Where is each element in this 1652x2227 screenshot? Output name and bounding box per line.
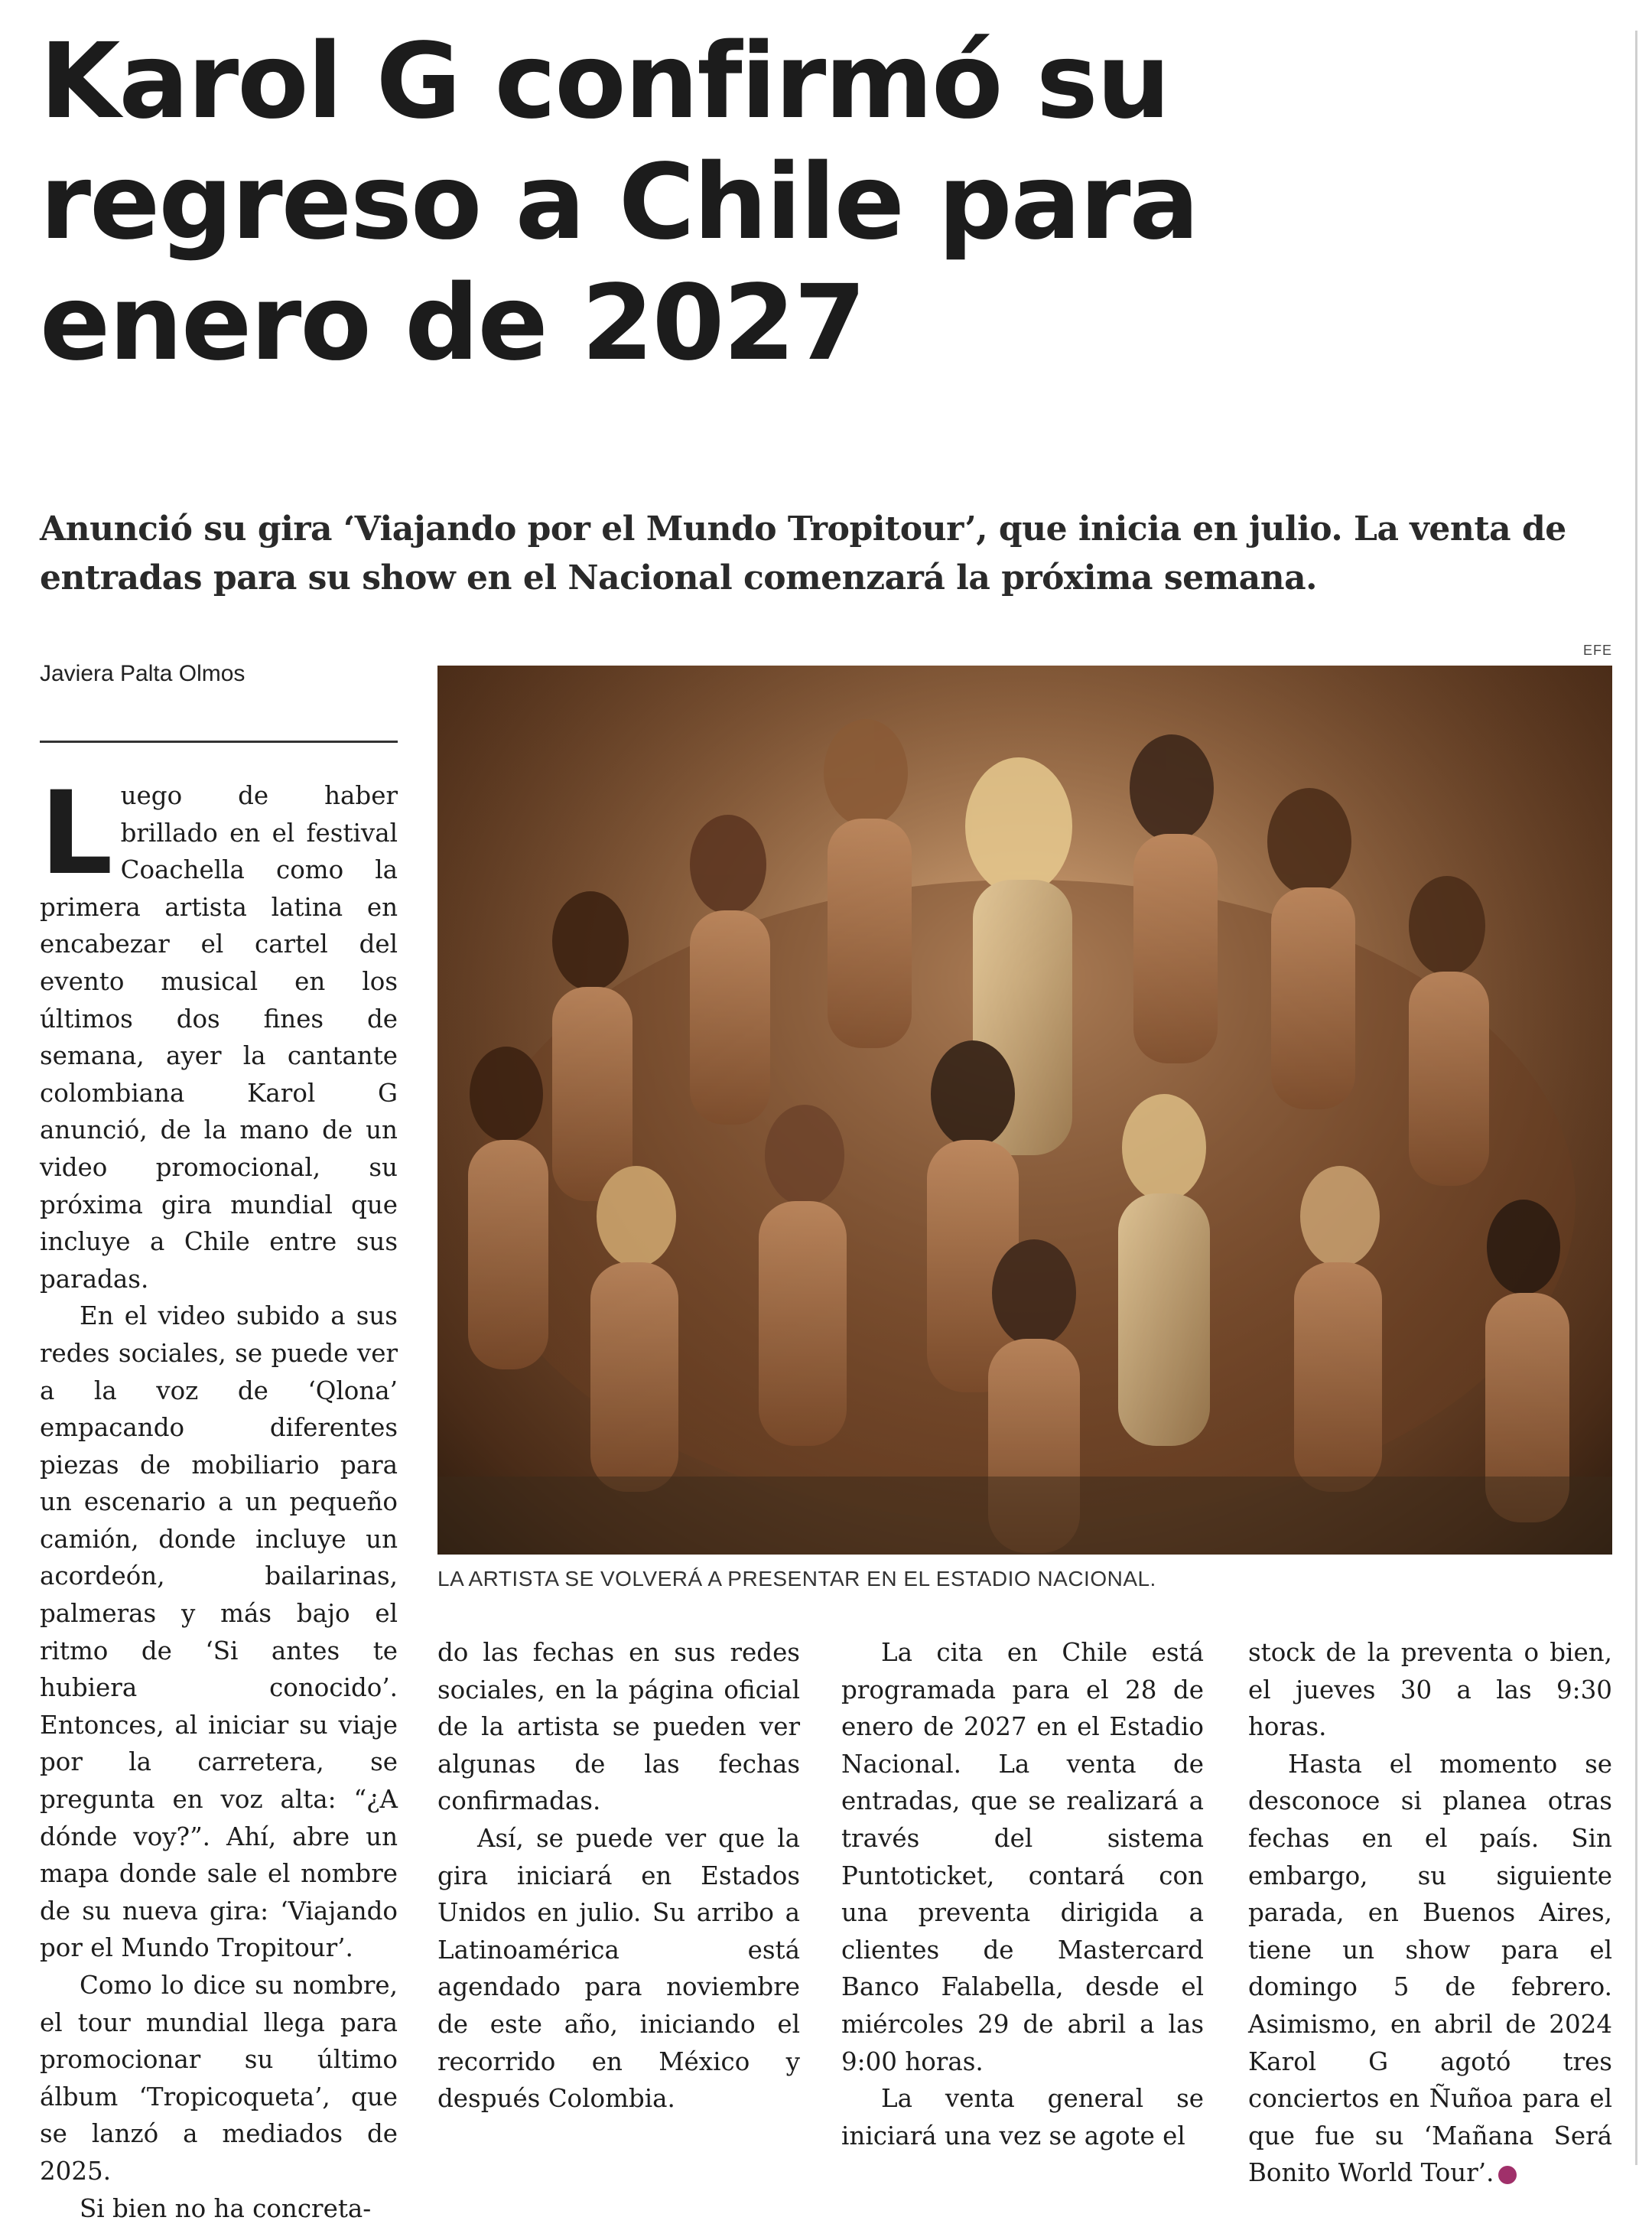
article-photo — [437, 666, 1612, 1555]
byline: Javiera Palta Olmos — [40, 661, 246, 686]
drop-cap: L — [40, 767, 113, 900]
body-paragraph: En el video subido a sus redes sociales, se puede ver a la voz de ‘Qlona’ empacando diferentes piezas de mobiliario para un escenario a un pequeño camión, donde incluye un acordeón, bailarinas, palmeras y más bajo el ritmo de ‘Si antes te hubiera conocido’. Entonces, al iniciar su viaje por la carretera, se pregunta en voz alta: “¿A dónde voy?”. Ahí, abre un mapa donde sale el nombre de su nueva gira: ‘Viajando por el Mundo Tropitour’. — [40, 1301, 398, 1963]
photo-caption: LA ARTISTA SE VOLVERÁ A PRESENTAR EN EL ESTADIO NACIONAL. — [437, 1567, 1156, 1590]
byline-rule — [40, 741, 398, 743]
star-end-icon: ✪ — [1498, 2166, 1517, 2184]
body-paragraph: Si bien no ha concreta- — [80, 2193, 372, 2223]
body-paragraph: do las fechas en sus redes sociales, en la página oficial de la artista se pueden ver algunas de las fechas confirmadas. — [437, 1638, 800, 1816]
paragraph-text: Hasta el momento se desconoce si planea otras fechas en el país. Sin embargo, su siguiente parada, en Buenos Aires, tiene un show para el domingo 5 de febrero. Asimismo, en abril de 2024 Karol G agotó tres conciertos en Ñuñoa para el que fue su ‘Mañana Será Bonito World Tour’. — [1248, 1749, 1612, 2188]
photo-credit: EFE — [1583, 643, 1613, 658]
body-paragraph: La venta general se iniciará una vez se agote el — [841, 2084, 1204, 2150]
headline-line-1: Karol G confirmó su — [40, 21, 1169, 142]
body-column-4 — [1248, 1634, 1612, 2192]
body-column-3 — [841, 1634, 1204, 2154]
body-paragraph — [40, 767, 398, 1297]
headline-line-3: enero de 2027 — [40, 263, 865, 384]
deck-subheadline: Anunció su gira ‘Viajando por el Mundo Tropitour’, que inicia en julio. La venta de entradas para su show en el Nacional comenzará la próxima semana. — [40, 510, 1566, 597]
body-paragraph — [1248, 1746, 1612, 2192]
paragraph-text: uego de haber brillado en el festival Coachella como la primera artista latina en encabezar el cartel del evento musical en los últimos dos fines de semana, ayer la cantante colombiana Karol G anunció, de la mano de un video promocional, su próxima gira mundial que incluye a Chile entre sus paradas. — [40, 781, 398, 1294]
photo-illustration — [437, 666, 1612, 1555]
body-paragraph: Así, se puede ver que la gira iniciará en Estados Unidos en julio. Su arribo a Latinoamérica está agendado para noviembre de este año, iniciando el recorrido en México y después Colombia. — [437, 1823, 800, 2114]
headline — [40, 21, 1600, 384]
body-column-2 — [437, 1634, 800, 2118]
body-paragraph: Como lo dice su nombre, el tour mundial llega para promocionar su último álbum ‘Tropicoqueta’, que se lanzó a mediados de 2025. — [40, 1971, 398, 2186]
body-column-1 — [40, 767, 398, 2227]
headline-line-2: regreso a Chile para — [40, 142, 1198, 263]
column-divider-rule — [1635, 31, 1637, 2165]
body-paragraph: stock de la preventa o bien, el jueves 30 a las 9:30 horas. — [1248, 1638, 1612, 1742]
body-paragraph: La cita en Chile está programada para el 28 de enero de 2027 en el Estadio Nacional. La venta de entradas, que se realizará a través del sistema Puntoticket, contará con una preventa dirigida a clientes de Mastercard Banco Falabella, desde el miércoles 29 de abril a las 9:00 horas. — [841, 1638, 1204, 2076]
